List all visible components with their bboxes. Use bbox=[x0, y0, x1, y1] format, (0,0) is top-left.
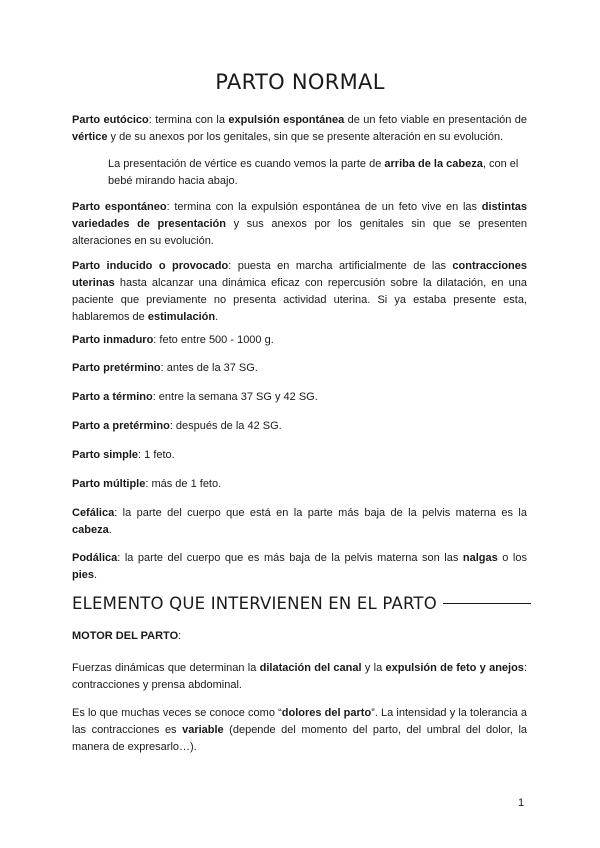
section-title-text: ELEMENTO QUE INTERVIENEN EN EL PARTO bbox=[72, 594, 437, 613]
paragraph-cefalica bbox=[72, 505, 527, 539]
section-title bbox=[72, 594, 531, 613]
text-run: y sus anexos por los genitales sin que se presenten alteraciones en su evolución. bbox=[72, 218, 527, 247]
paragraph-inducido bbox=[72, 258, 527, 326]
text-run: y la bbox=[361, 662, 386, 674]
bold-term: vértice bbox=[72, 131, 108, 143]
bold-term: Parto pretérmino bbox=[72, 362, 161, 374]
text-run: Fuerzas dinámicas que determinan la bbox=[72, 662, 260, 674]
text-run: : 1 feto. bbox=[138, 449, 175, 461]
text-run: La presentación de vértice es cuando vemos la parte de bbox=[108, 158, 385, 170]
bold-term: estimulación bbox=[147, 311, 216, 323]
text-run: : antes de la 37 SG. bbox=[160, 362, 258, 374]
text-run: : contracciones y prensa abdominal. bbox=[72, 662, 527, 691]
bold-term: expulsión de feto y anejos bbox=[385, 662, 524, 674]
bold-term: pies bbox=[72, 569, 95, 581]
bold-term: dolores del parto bbox=[281, 707, 372, 719]
text-run: hasta alcanzar una dinámica eficaz con repercusión sobre la dilatación, en una paciente que previamente no presenta actividad uterina. Si ya estaba presente esta, hablaremos de bbox=[72, 277, 527, 323]
page-number: 1 bbox=[518, 797, 525, 809]
bold-term: Cefálica bbox=[72, 507, 115, 519]
bold-term: Parto simple bbox=[72, 449, 139, 461]
text-run: : entre la semana 37 SG y 42 SG. bbox=[152, 391, 318, 403]
paragraph-motor bbox=[72, 628, 527, 645]
bold-term: Parto a pretérmino bbox=[72, 420, 170, 432]
page-title: PARTO NORMAL bbox=[215, 70, 385, 94]
bold-term: MOTOR DEL PARTO bbox=[72, 630, 179, 642]
bold-term: cabeza bbox=[72, 524, 109, 536]
text-run: . bbox=[215, 311, 219, 323]
text-run: : feto entre 500 - 1000 g. bbox=[153, 334, 274, 346]
bold-term: Parto eutócico bbox=[72, 114, 149, 126]
bold-term: expulsión espontánea bbox=[228, 114, 345, 126]
text-run: de un feto viable en presentación de bbox=[344, 114, 527, 126]
paragraph-a-pretermino bbox=[72, 418, 527, 435]
bold-term: variable bbox=[182, 724, 224, 736]
text-run: : termina con la expulsión espontánea de un feto vive en las bbox=[166, 201, 482, 213]
text-run: . bbox=[94, 569, 98, 581]
paragraph-inmaduro bbox=[72, 332, 527, 349]
bold-term: Parto espontáneo bbox=[72, 201, 167, 213]
paragraph-fuerzas bbox=[72, 660, 527, 694]
section-title-rule bbox=[443, 603, 531, 604]
text-run: ”. La intensidad y la tolerancia a las contracciones es bbox=[72, 707, 527, 736]
text-run: o los bbox=[497, 552, 527, 564]
paragraph-multiple bbox=[72, 476, 527, 493]
paragraph-vertice-nota bbox=[108, 156, 527, 190]
bold-term: contracciones uterinas bbox=[72, 260, 528, 289]
text-run: Es lo que muchas veces se conoce como “ bbox=[72, 707, 282, 719]
paragraph-a-termino bbox=[72, 389, 527, 406]
text-run: : termina con la bbox=[148, 114, 229, 126]
bold-term: nalgas bbox=[462, 552, 498, 564]
text-run: y de su anexos por los genitales, sin que se presente alteración en su evolución. bbox=[107, 131, 504, 143]
bold-term: Parto inmaduro bbox=[72, 334, 154, 346]
text-run: . bbox=[108, 524, 112, 536]
bold-term: Parto a término bbox=[72, 391, 153, 403]
text-run: : después de la 42 SG. bbox=[169, 420, 282, 432]
bold-term: dilatación del canal bbox=[259, 662, 362, 674]
paragraph-podalica bbox=[72, 550, 527, 584]
paragraph-dolores bbox=[72, 705, 527, 756]
bold-term: distintas variedades de presentación bbox=[72, 201, 527, 230]
paragraph-simple bbox=[72, 447, 527, 464]
paragraph-eutocico bbox=[72, 112, 527, 146]
paragraph-pretermino bbox=[72, 360, 527, 377]
text-run: : puesta en marcha artificialmente de las bbox=[228, 260, 453, 272]
bold-term: Podálica bbox=[72, 552, 118, 564]
bold-term: arriba de la cabeza bbox=[384, 158, 483, 170]
text-run: (depende del momento del parto, del umbral del dolor, la manera de expresarlo…). bbox=[72, 724, 528, 753]
text-run: : la parte del cuerpo que es más baja de la pelvis materna son las bbox=[117, 552, 463, 564]
bold-term: Parto inducido o provocado bbox=[72, 260, 229, 272]
text-run: : la parte del cuerpo que está en la parte más baja de la pelvis materna es la bbox=[114, 507, 527, 519]
text-run: : bbox=[178, 630, 182, 642]
text-run: : más de 1 feto. bbox=[145, 478, 222, 490]
paragraph-espontaneo bbox=[72, 199, 527, 250]
text-run: , con el bebé mirando hacia abajo. bbox=[108, 158, 519, 187]
bold-term: Parto múltiple bbox=[72, 478, 146, 490]
